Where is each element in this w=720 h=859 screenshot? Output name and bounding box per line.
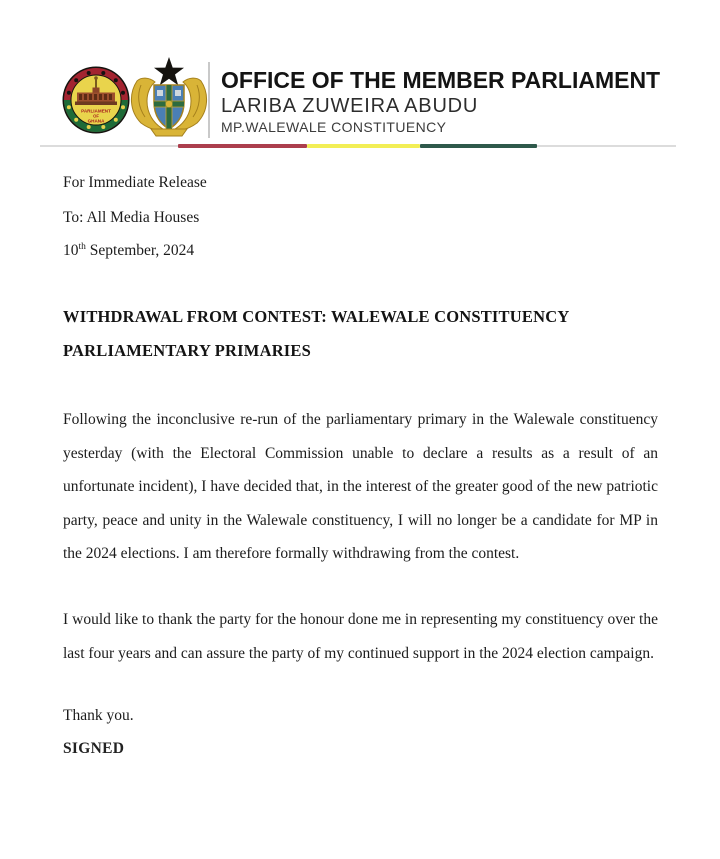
letterhead-divider-line (208, 62, 210, 138)
body-paragraph-2: I would like to thank the party for the honour done me in representing my constituency over the last four years and can assure the party of my continued support in the 2024 election campaign. (63, 611, 658, 662)
recipient-line: To: All Media Houses (63, 209, 200, 226)
svg-text:PARLIAMENT: PARLIAMENT (81, 108, 111, 114)
subject-heading: WITHDRAWAL FROM CONTEST: WALEWALE CONSTITUENCY PARLIAMENTARY PRIMARIES (63, 307, 569, 360)
flag-yellow-segment (307, 144, 420, 148)
date-line (63, 240, 194, 262)
date-ordinal: th (78, 241, 86, 252)
parliament-seal-icon (62, 66, 130, 134)
closing-line: Thank you. (63, 707, 134, 724)
date-day: 10 (63, 242, 79, 259)
constituency-label: MP.WALEWALE CONSTITUENCY (221, 119, 447, 135)
date-rest: September, 2024 (85, 242, 195, 259)
letterhead-text (221, 67, 660, 136)
coat-of-arms-icon (127, 55, 211, 141)
mp-name: LARIBA ZUWEIRA ABUDU (221, 95, 479, 117)
ghana-coat-of-arms (127, 55, 211, 141)
svg-text:GHANA: GHANA (87, 118, 105, 124)
release-line: For Immediate Release (63, 174, 207, 191)
flag-color-divider (40, 143, 676, 149)
parliament-of-ghana-seal (62, 66, 130, 134)
svg-text:OF: OF (93, 113, 99, 119)
signed-label: SIGNED (63, 740, 125, 757)
flag-green-segment (420, 144, 537, 148)
flag-red-segment (178, 144, 307, 148)
body-paragraph-1: Following the inconclusive re-run of the parliamentary primary in the Walewale constituency yesterday (with the Electoral Commission unable to declare a results as a result of an unfortunate incident), I have decided that, in the interest of the greater good of the new patriotic party, peace and unity in the Walewale constituency, I will no longer be a candidate for MP in the 2024 elections. I am therefore formally withdrawing from the contest. (63, 411, 658, 562)
office-title: OFFICE OF THE MEMBER PARLIAMENT (221, 67, 661, 93)
